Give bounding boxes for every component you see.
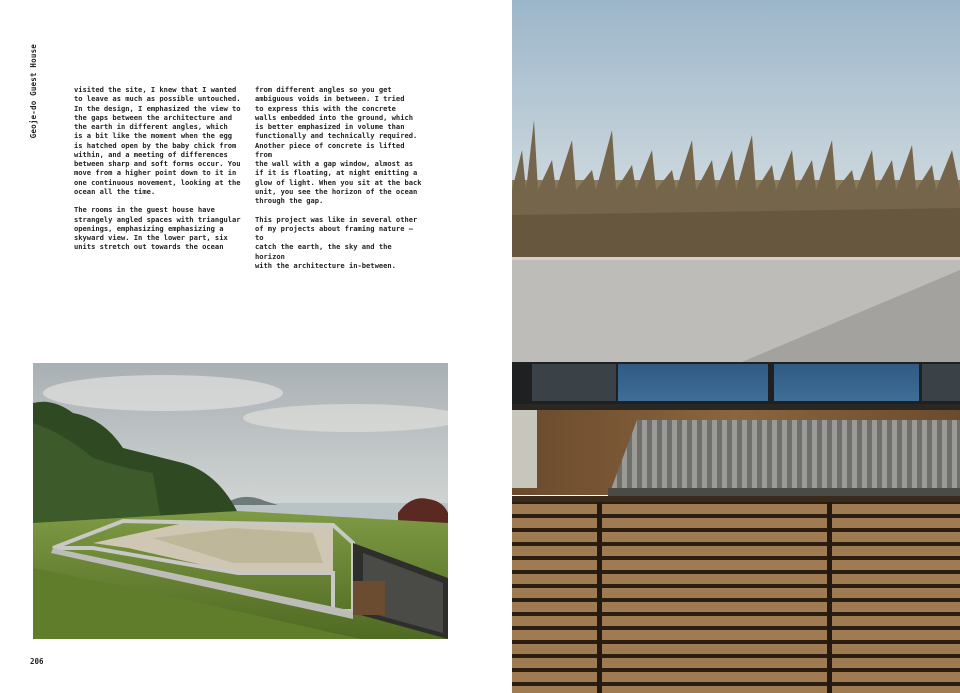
paragraph: This project was like in several other of my projects about framing nature – to catch the earth, the sky and the horizon with the architecture in-between. [255, 214, 418, 270]
text-column-1 [74, 85, 244, 261]
paragraph: from different angles so you get ambiguous voids in between. I tried to express this with the concrete walls embedded into the ground, which is better emphasized in volume than functionally and technically required. Another piece of concrete is lifted from the wall with a gap window, almost as if it is floating, at night emitting a glow of light. When you sit at the back unit, you see the horizon of the ocean through the gap. [255, 85, 422, 205]
guest-house-exterior-photo [33, 363, 448, 639]
guest-house-facade-photo [512, 0, 960, 693]
text-column-2 [255, 85, 425, 279]
page-number: 206 [30, 657, 44, 666]
paragraph: visited the site, I knew that I wanted to leave as much as possible untouched. In the design, I emphasized the view to the gaps between the architecture and the earth in different angles, which is a bit like the moment when the egg is hatched open by the baby chick from within, and a meeting of differences between sharp and soft forms occur. You move from a higher point down to it in one continuous movement, looking at the ocean all the time. [74, 85, 241, 196]
paragraph: The rooms in the guest house have strangely angled spaces with triangular openings, emphasizing emphasizing a skyward view. In the lower part, six units stretch out towards the ocean [74, 205, 241, 252]
right-page [512, 0, 960, 693]
running-head: Geoje-do Guest House [29, 44, 38, 139]
